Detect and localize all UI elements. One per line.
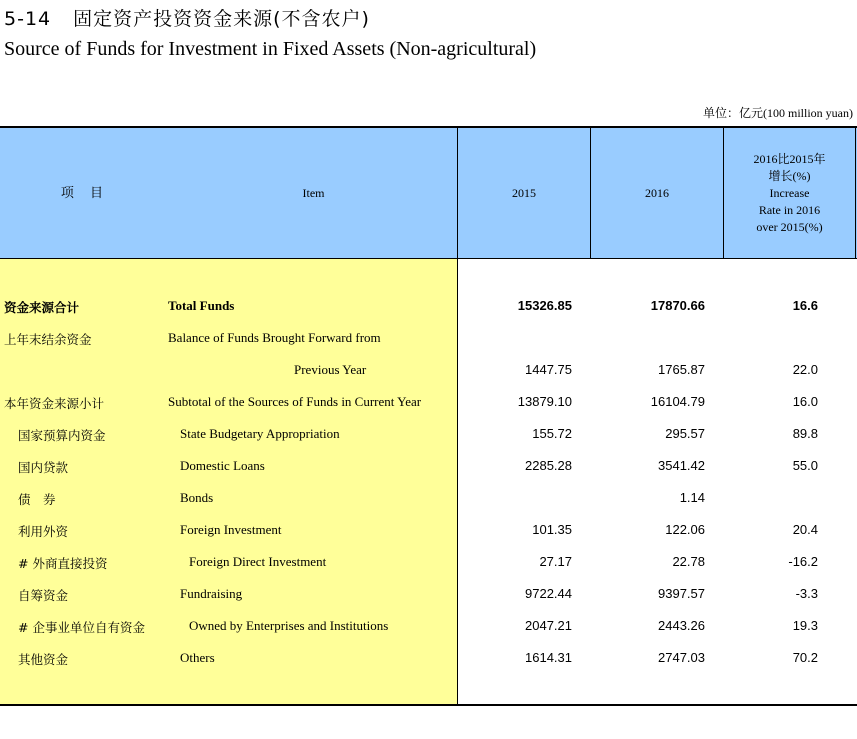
row-label-cn: 国内贷款 xyxy=(18,460,69,475)
row-label-cn: 自筹资金 xyxy=(18,588,69,603)
value-2015: 9722.44 xyxy=(525,586,572,601)
value-2015: 27.17 xyxy=(539,554,572,569)
value-2016: 16104.79 xyxy=(650,394,705,409)
row-label-cn: # 企事业单位自有资金 xyxy=(18,620,145,635)
row-label-cn: 利用外资 xyxy=(18,524,69,539)
value-2015: 15326.85 xyxy=(517,298,572,313)
table-row xyxy=(0,290,857,322)
value-2016: 2747.03 xyxy=(658,650,705,665)
header-growth xyxy=(724,128,855,258)
value-growth: -3.3 xyxy=(795,586,818,601)
header-growth-line: over 2015(%) xyxy=(756,219,823,234)
row-label-en: Fundraising xyxy=(180,586,243,601)
table-title-en: Source of Funds for Investment in Fixed Assets (Non-agricultural) xyxy=(4,38,537,60)
value-2016: 3541.42 xyxy=(658,458,705,473)
table-number: 5-14 xyxy=(4,8,52,30)
header-growth-line: Rate in 2016 xyxy=(758,202,821,217)
table-row xyxy=(0,482,857,514)
table-row xyxy=(0,354,857,386)
row-label-en: Foreign Direct Investment xyxy=(189,554,327,569)
row-label-en: Previous Year xyxy=(294,362,367,377)
value-growth: 55.0 xyxy=(792,458,818,473)
unit-label: 单位：亿元(100 million yuan) xyxy=(703,106,853,120)
header-item-en: Item xyxy=(302,185,325,200)
row-label-cn: 其他资金 xyxy=(18,652,69,667)
table-row xyxy=(0,450,857,482)
header-2015: 2015 xyxy=(512,185,536,200)
table-row xyxy=(0,386,857,418)
row-label-en: Balance of Funds Brought Forward from xyxy=(168,330,381,345)
value-2015: 101.35 xyxy=(532,522,572,537)
value-2015: 2047.21 xyxy=(525,618,572,633)
value-2015: 2285.28 xyxy=(525,458,572,473)
table-row xyxy=(0,610,857,642)
value-2016: 9397.57 xyxy=(658,586,705,601)
value-2015: 155.72 xyxy=(532,426,572,441)
row-label-cn: 上年末结余资金 xyxy=(4,332,92,347)
table-row xyxy=(0,322,857,354)
value-growth: 70.2 xyxy=(792,650,818,665)
row-label-cn: 债 券 xyxy=(18,492,56,507)
row-label-en: Owned by Enterprises and Institutions xyxy=(189,618,389,633)
value-2016: 1765.87 xyxy=(658,362,705,377)
table-title-cn xyxy=(4,4,370,31)
value-2015: 13879.10 xyxy=(517,394,572,409)
row-label-en: Others xyxy=(180,650,215,665)
value-2016: 122.06 xyxy=(665,522,705,537)
title-cn-text: 固定资产投资资金来源(不含农户) xyxy=(73,8,370,30)
row-label-en: State Budgetary Appropriation xyxy=(180,426,340,441)
value-growth: 16.6 xyxy=(792,298,818,313)
header-growth-line: 增长(%) xyxy=(768,168,811,183)
divider-right xyxy=(855,128,856,258)
header-growth-line: Increase xyxy=(769,185,810,200)
header-2016: 2016 xyxy=(645,185,669,200)
row-label-en: Total Funds xyxy=(168,298,235,313)
value-2016: 22.78 xyxy=(672,554,705,569)
row-label-en: Bonds xyxy=(180,490,214,505)
value-2016: 1.14 xyxy=(679,490,705,505)
header-rule xyxy=(0,258,857,259)
value-growth: 16.0 xyxy=(792,394,818,409)
row-label-cn: 资金来源合计 xyxy=(4,300,80,315)
header-growth-line: 2016比2015年 xyxy=(753,151,826,166)
table-row xyxy=(0,418,857,450)
header-item-cn: 项 目 xyxy=(60,185,110,201)
value-growth: -16.2 xyxy=(788,554,818,569)
value-growth: 20.4 xyxy=(792,522,818,537)
table-row xyxy=(0,578,857,610)
value-2015: 1447.75 xyxy=(525,362,572,377)
bottom-rule xyxy=(0,704,857,706)
value-2016: 17870.66 xyxy=(650,298,705,313)
row-label-cn: 国家预算内资金 xyxy=(18,428,106,443)
value-growth: 22.0 xyxy=(792,362,818,377)
value-2016: 295.57 xyxy=(665,426,705,441)
value-growth: 19.3 xyxy=(792,618,818,633)
row-label-en: Subtotal of the Sources of Funds in Current Year xyxy=(168,394,422,409)
table-row xyxy=(0,642,857,674)
table-row xyxy=(0,546,857,578)
row-label-cn: 本年资金来源小计 xyxy=(4,396,105,411)
table-row xyxy=(0,514,857,546)
row-label-cn: # 外商直接投资 xyxy=(18,556,108,571)
value-2015: 1614.31 xyxy=(525,650,572,665)
value-growth: 89.8 xyxy=(792,426,818,441)
row-label-en: Foreign Investment xyxy=(180,522,282,537)
value-2016: 2443.26 xyxy=(658,618,705,633)
row-label-en: Domestic Loans xyxy=(180,458,265,473)
